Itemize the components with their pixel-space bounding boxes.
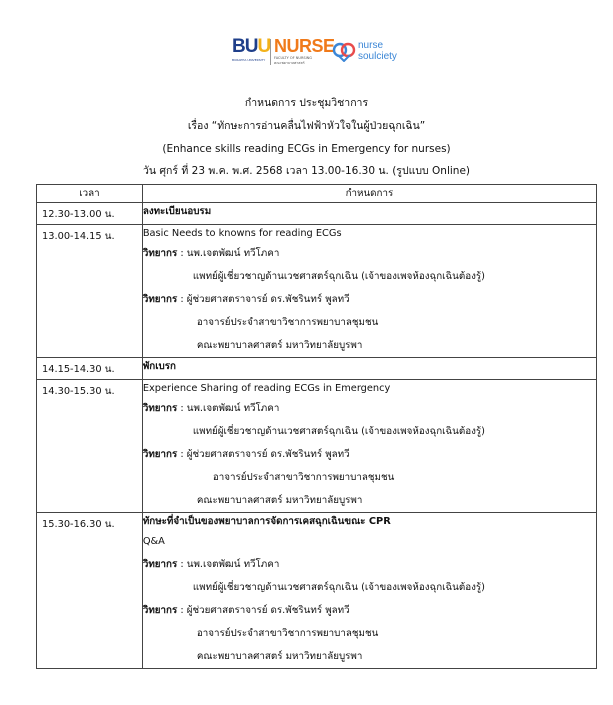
speaker-line: วิทยากร : นพ.เจตพัฒน์ ทวีโภคา xyxy=(142,559,280,570)
time-cell: 15.30-16.30 น. xyxy=(42,519,115,530)
session-subtitle: Q&A xyxy=(142,536,165,547)
speaker-role: แพทย์ผู้เชี่ยวชาญด้านเวชศาสตร์ฉุกเฉิน (เจ้าของเพจห้องฉุกเฉินต้องรู้) xyxy=(192,271,485,282)
speaker-affiliation: คณะพยาบาลศาสตร์ มหาวิทยาลัยบูรพา xyxy=(196,495,363,506)
logo-divider xyxy=(270,39,271,65)
session-title: พักเบรก xyxy=(142,361,176,372)
speaker-affiliation: คณะพยาบาลศาสตร์ มหาวิทยาลัยบูรพา xyxy=(196,340,363,351)
speaker-affiliation: คณะพยาบาลศาสตร์ มหาวิทยาลัยบูรพา xyxy=(196,651,363,662)
doc-topic: เรื่อง “ทักษะการอ่านคลื่นไฟฟ้าหัวใจในผู้ป่วยฉุกเฉิน” xyxy=(187,120,426,132)
speaker-line: วิทยากร : นพ.เจตพัฒน์ ทวีโภคา xyxy=(142,248,280,259)
schedule-table xyxy=(36,184,597,669)
speaker-line: วิทยากร : นพ.เจตพัฒน์ ทวีโภคา xyxy=(142,403,280,414)
heart-link-icon xyxy=(332,40,356,62)
table-row xyxy=(37,203,597,225)
session-title: ลงทะเบียนอบรม xyxy=(142,206,212,217)
column-header-activity: กำหนดการ xyxy=(142,185,596,203)
time-cell: 13.00-14.15 น. xyxy=(42,231,115,242)
speaker-role: แพทย์ผู้เชี่ยวชาญด้านเวชศาสตร์ฉุกเฉิน (เจ้าของเพจห้องฉุกเฉินต้องรู้) xyxy=(192,582,485,593)
doc-heading: กำหนดการ ประชุมวิชาการ xyxy=(244,97,369,109)
logo-bar xyxy=(232,36,412,68)
buu-logo-caption: BURAPHA UNIVERSITY xyxy=(232,58,266,62)
time-cell: 14.15-14.30 น. xyxy=(42,364,115,375)
time-cell: 12.30-13.00 น. xyxy=(42,209,115,220)
column-header-time: เวลา xyxy=(37,185,143,203)
nurse-logo-caption: FACULTY OF NURSING คณะพยาบาลศาสตร์ xyxy=(274,56,312,65)
session-title: Basic Needs to knowns for reading ECGs xyxy=(142,228,342,239)
speaker-line: วิทยากร : ผู้ช่วยศาสตราจารย์ ดร.พัชรินทร์ พูลทวี xyxy=(142,605,350,616)
session-title: ทักษะที่จำเป็นของพยาบาลการจัดการเคสฉุกเฉินขณะ CPR xyxy=(142,516,391,527)
table-row xyxy=(37,380,597,513)
soulciety-logo: nurse soulciety xyxy=(358,40,397,62)
speaker-role: อาจารย์ประจำสาขาวิชาการพยาบาลชุมชน xyxy=(196,628,379,639)
doc-date-time: วัน ศุกร์ ที่ 23 พ.ค. พ.ศ. 2568 เวลา 13.00-16.30 น. (รูปแบบ Online) xyxy=(142,165,471,177)
session-title: Experience Sharing of reading ECGs in Emergency xyxy=(142,383,391,394)
speaker-role: อาจารย์ประจำสาขาวิชาการพยาบาลชุมชน xyxy=(212,472,395,483)
table-row xyxy=(37,225,597,358)
doc-topic-english: (Enhance skills reading ECGs in Emergency for nurses) xyxy=(162,143,451,155)
table-row xyxy=(37,358,597,380)
table-row xyxy=(37,513,597,669)
time-cell: 14.30-15.30 น. xyxy=(42,386,115,397)
speaker-line: วิทยากร : ผู้ช่วยศาสตราจารย์ ดร.พัชรินทร์ พูลทวี xyxy=(142,294,350,305)
speaker-role: อาจารย์ประจำสาขาวิชาการพยาบาลชุมชน xyxy=(196,317,379,328)
speaker-line: วิทยากร : ผู้ช่วยศาสตราจารย์ ดร.พัชรินทร์ พูลทวี xyxy=(142,449,350,460)
speaker-role: แพทย์ผู้เชี่ยวชาญด้านเวชศาสตร์ฉุกเฉิน (เจ้าของเพจห้องฉุกเฉินต้องรู้) xyxy=(192,426,485,437)
buu-logo: BUU xyxy=(232,36,271,57)
nurse-logo: NURSE xyxy=(274,36,335,56)
table-header-row xyxy=(37,185,597,203)
